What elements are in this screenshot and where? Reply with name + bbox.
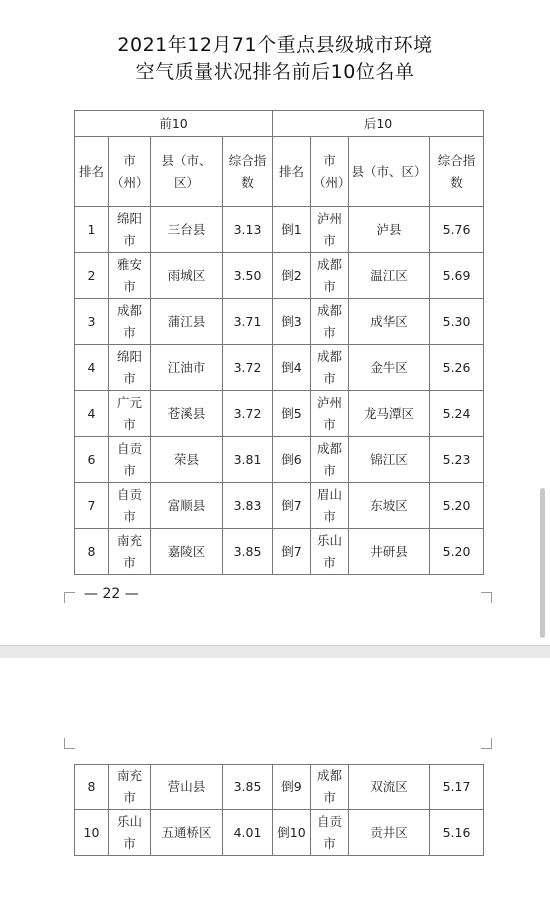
page-number: — 22 — — [84, 586, 139, 602]
table-row — [75, 529, 484, 575]
cell-county-bottom: 东坡区 — [349, 483, 430, 529]
table-row — [75, 483, 484, 529]
page-separator — [0, 645, 550, 658]
cell-rank-bottom: 倒5 — [273, 391, 311, 437]
cell-county-bottom: 温江区 — [349, 253, 430, 299]
cell-county-bottom: 泸县 — [349, 207, 430, 253]
cell-city-bottom: 自贡市 — [311, 810, 349, 856]
group-header-top10: 前10 — [75, 111, 273, 137]
cell-county-bottom: 双流区 — [349, 765, 430, 810]
cell-county-bottom: 井研县 — [349, 529, 430, 575]
cell-rank-bottom: 倒6 — [273, 437, 311, 483]
cell-index-top: 3.72 — [223, 345, 273, 391]
col-header-index: 综合指数 — [430, 137, 484, 207]
cell-city-top: 绵阳市 — [109, 207, 151, 253]
cell-city-top: 南充市 — [109, 529, 151, 575]
cell-city-bottom: 乐山市 — [311, 529, 349, 575]
cell-rank-top: 3 — [75, 299, 109, 345]
cell-rank-bottom: 倒7 — [273, 483, 311, 529]
col-header-city: 市（州） — [311, 137, 349, 207]
cell-index-bottom: 5.69 — [430, 253, 484, 299]
cell-county-top: 五通桥区 — [151, 810, 223, 856]
cell-county-bottom: 金牛区 — [349, 345, 430, 391]
ranking-table-continued — [74, 764, 484, 856]
cell-county-bottom: 龙马潭区 — [349, 391, 430, 437]
cell-rank-bottom: 倒2 — [273, 253, 311, 299]
cell-index-bottom: 5.26 — [430, 345, 484, 391]
column-header-row — [75, 137, 484, 207]
cell-city-top: 自贡市 — [109, 437, 151, 483]
cell-rank-top: 2 — [75, 253, 109, 299]
cell-county-bottom: 贡井区 — [349, 810, 430, 856]
document-title-line-2: 空气质量状况排名前后10位名单 — [135, 61, 415, 83]
table-row — [75, 437, 484, 483]
cell-index-top: 3.81 — [223, 437, 273, 483]
cell-index-bottom: 5.24 — [430, 391, 484, 437]
cell-city-top: 乐山市 — [109, 810, 151, 856]
cell-city-bottom: 泸州市 — [311, 391, 349, 437]
cell-rank-bottom: 倒7 — [273, 529, 311, 575]
cell-city-top: 广元市 — [109, 391, 151, 437]
cell-city-bottom: 成都市 — [311, 299, 349, 345]
cell-city-bottom: 成都市 — [311, 765, 349, 810]
cell-rank-bottom: 倒4 — [273, 345, 311, 391]
cell-index-bottom: 5.20 — [430, 483, 484, 529]
cell-county-top: 营山县 — [151, 765, 223, 810]
cell-city-top: 雅安市 — [109, 253, 151, 299]
table-row — [75, 253, 484, 299]
cell-index-top: 4.01 — [223, 810, 273, 856]
crop-mark — [481, 592, 492, 603]
cell-rank-top: 10 — [75, 810, 109, 856]
crop-mark — [64, 592, 75, 603]
cell-index-bottom: 5.16 — [430, 810, 484, 856]
col-header-rank: 排名 — [273, 137, 311, 207]
cell-index-top: 3.85 — [223, 529, 273, 575]
col-header-county: 县（市、区） — [151, 137, 223, 207]
table-row — [75, 765, 484, 810]
group-header-row — [75, 111, 484, 137]
crop-mark — [64, 738, 75, 749]
cell-rank-bottom: 倒1 — [273, 207, 311, 253]
cell-city-bottom: 成都市 — [311, 345, 349, 391]
cell-rank-top: 8 — [75, 529, 109, 575]
cell-rank-bottom: 倒10 — [273, 810, 311, 856]
cell-county-top: 蒲江县 — [151, 299, 223, 345]
cell-index-top: 3.71 — [223, 299, 273, 345]
cell-rank-bottom: 倒3 — [273, 299, 311, 345]
cell-rank-bottom: 倒9 — [273, 765, 311, 810]
cell-rank-top: 4 — [75, 391, 109, 437]
cell-index-top: 3.85 — [223, 765, 273, 810]
group-header-bottom10: 后10 — [273, 111, 484, 137]
cell-county-top: 嘉陵区 — [151, 529, 223, 575]
cell-county-top: 苍溪县 — [151, 391, 223, 437]
col-header-index: 综合指数 — [223, 137, 273, 207]
cell-city-bottom: 泸州市 — [311, 207, 349, 253]
cell-city-bottom: 眉山市 — [311, 483, 349, 529]
cell-index-bottom: 5.20 — [430, 529, 484, 575]
cell-index-bottom: 5.30 — [430, 299, 484, 345]
cell-index-bottom: 5.76 — [430, 207, 484, 253]
ranking-table — [74, 110, 484, 575]
cell-rank-top: 8 — [75, 765, 109, 810]
cell-rank-top: 4 — [75, 345, 109, 391]
cell-county-top: 富顺县 — [151, 483, 223, 529]
cell-index-top: 3.13 — [223, 207, 273, 253]
cell-county-top: 雨城区 — [151, 253, 223, 299]
cell-city-bottom: 成都市 — [311, 437, 349, 483]
scrollbar[interactable] — [540, 488, 545, 638]
cell-rank-top: 6 — [75, 437, 109, 483]
cell-county-top: 江油市 — [151, 345, 223, 391]
cell-index-bottom: 5.23 — [430, 437, 484, 483]
table-row — [75, 391, 484, 437]
table-row — [75, 299, 484, 345]
table-row — [75, 207, 484, 253]
document-title-line-1: 2021年12月71个重点县级城市环境 — [117, 34, 433, 56]
cell-rank-top: 7 — [75, 483, 109, 529]
cell-city-top: 自贡市 — [109, 483, 151, 529]
cell-county-top: 荣县 — [151, 437, 223, 483]
cell-city-top: 南充市 — [109, 765, 151, 810]
cell-county-top: 三台县 — [151, 207, 223, 253]
cell-county-bottom: 成华区 — [349, 299, 430, 345]
col-header-county: 县（市、区） — [349, 137, 430, 207]
cell-rank-top: 1 — [75, 207, 109, 253]
cell-city-bottom: 成都市 — [311, 253, 349, 299]
table-row — [75, 810, 484, 856]
cell-county-bottom: 锦江区 — [349, 437, 430, 483]
cell-city-top: 绵阳市 — [109, 345, 151, 391]
cell-city-top: 成都市 — [109, 299, 151, 345]
cell-index-top: 3.72 — [223, 391, 273, 437]
col-header-city: 市（州） — [109, 137, 151, 207]
table-row — [75, 345, 484, 391]
cell-index-top: 3.83 — [223, 483, 273, 529]
crop-mark — [481, 738, 492, 749]
col-header-rank: 排名 — [75, 137, 109, 207]
cell-index-bottom: 5.17 — [430, 765, 484, 810]
cell-index-top: 3.50 — [223, 253, 273, 299]
